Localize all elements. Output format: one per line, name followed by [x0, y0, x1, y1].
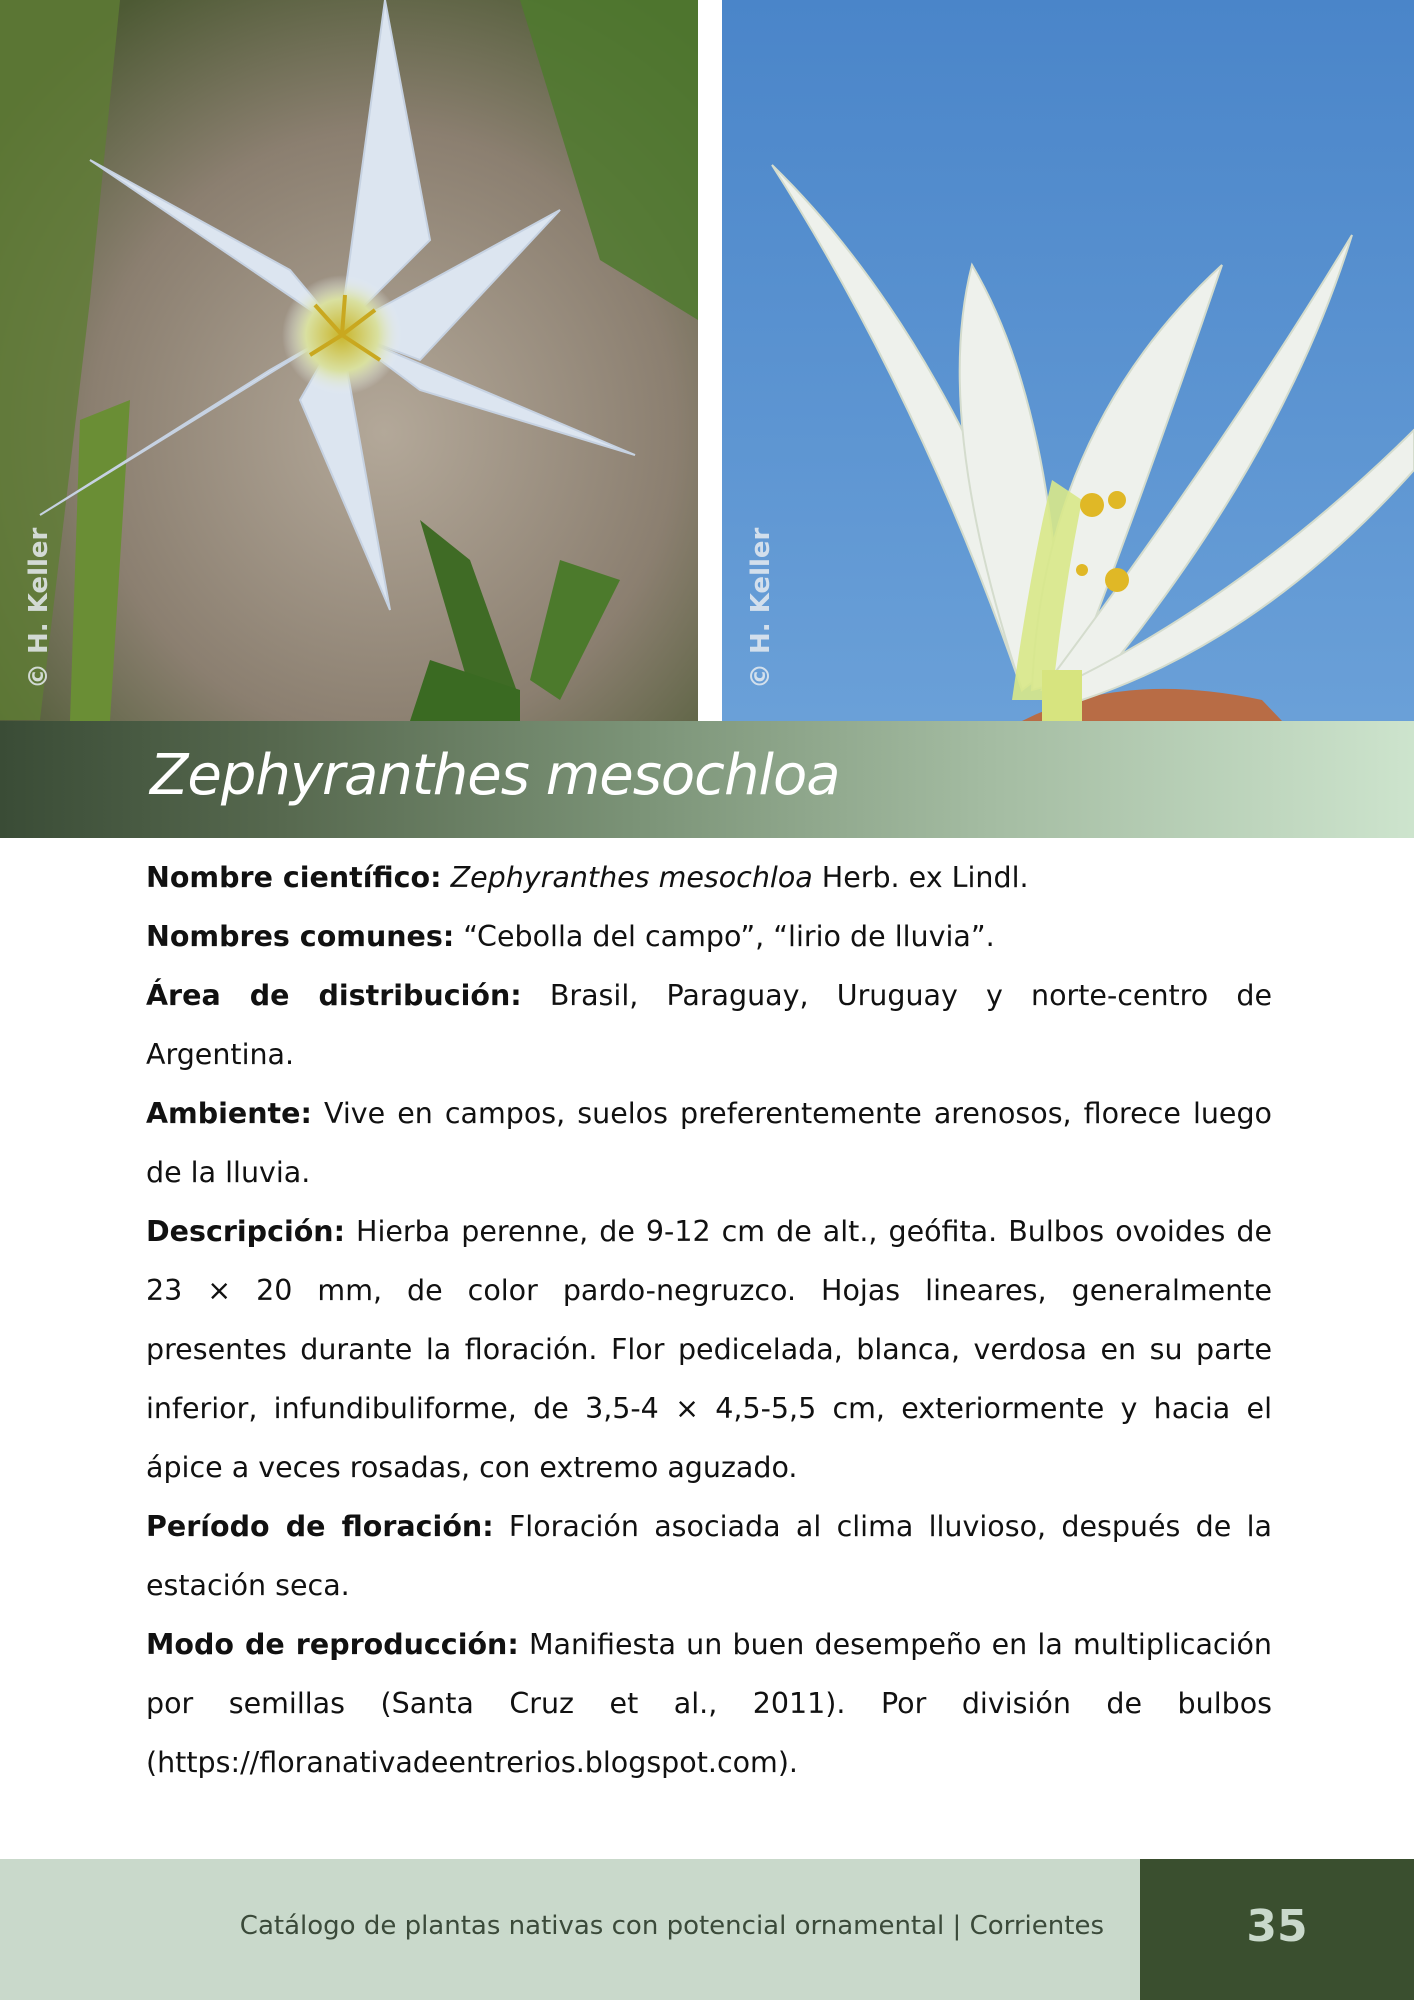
title-banner [0, 721, 1414, 838]
field-label: Área de distribución: [146, 979, 522, 1012]
page-footer [0, 1859, 1414, 2000]
field-value: Manifiesta un buen desempeño en la multiplicación por semillas (Santa Cruz et al., 2011). Por división de bulbos (https://floranativadeentrerios.blogspot.com). [146, 1628, 1272, 1779]
page-number: 35 [1246, 1901, 1308, 1952]
photo-strip [0, 0, 1414, 721]
photo-credit: © H. Keller [24, 527, 54, 689]
field-environment [146, 1084, 1272, 1202]
field-label: Nombres comunes: [146, 920, 455, 953]
flower-photo-side-view [722, 0, 1414, 721]
flower-top-view-image [0, 0, 698, 721]
field-label: Período de floración: [146, 1510, 494, 1543]
field-distribution [146, 966, 1272, 1084]
field-value: Herb. ex Lindl. [812, 861, 1029, 894]
field-reproduction [146, 1615, 1272, 1792]
flower-photo-top-view [0, 0, 698, 721]
field-label: Ambiente: [146, 1097, 312, 1130]
species-title: Zephyranthes mesochloa [150, 743, 840, 808]
field-common-names [146, 907, 1272, 966]
field-label: Modo de reproducción: [146, 1628, 519, 1661]
catalog-title: Catálogo de plantas nativas con potencial ornamental | Corrientes [239, 1911, 1104, 1941]
field-label: Descripción: [146, 1215, 345, 1248]
field-label: Nombre científico: [146, 861, 442, 894]
scientific-name-value: Zephyranthes mesochloa [450, 861, 813, 894]
field-flowering-period [146, 1497, 1272, 1615]
species-description [146, 848, 1272, 1792]
field-value: “Cebolla del campo”, “lirio de lluvia”. [454, 920, 995, 953]
field-scientific-name [146, 848, 1272, 907]
field-value: Vive en campos, suelos preferentemente arenosos, florece luego de la lluvia. [146, 1097, 1272, 1189]
photo-credit: © H. Keller [746, 527, 776, 689]
field-value: Floración asociada al clima lluvioso, después de la estación seca. [146, 1510, 1272, 1602]
field-value: Hierba perenne, de 9-12 cm de alt., geófita. Bulbos ovoides de 23 × 20 mm, de color pardo-negruzco. Hojas lineares, generalmente presentes durante la floración. Flor pedicelada, blanca, verdosa en su parte inferior, infundibuliforme, de 3,5-4 × 4,5-5,5 cm, exteriormente y hacia el ápice a veces rosadas, con extremo aguzado. [146, 1215, 1272, 1484]
field-value: Brasil, Paraguay, Uruguay y norte-centro de Argentina. [146, 979, 1272, 1071]
page-number-box [1140, 1859, 1414, 2000]
flower-side-view-image [722, 0, 1414, 721]
field-description [146, 1202, 1272, 1497]
